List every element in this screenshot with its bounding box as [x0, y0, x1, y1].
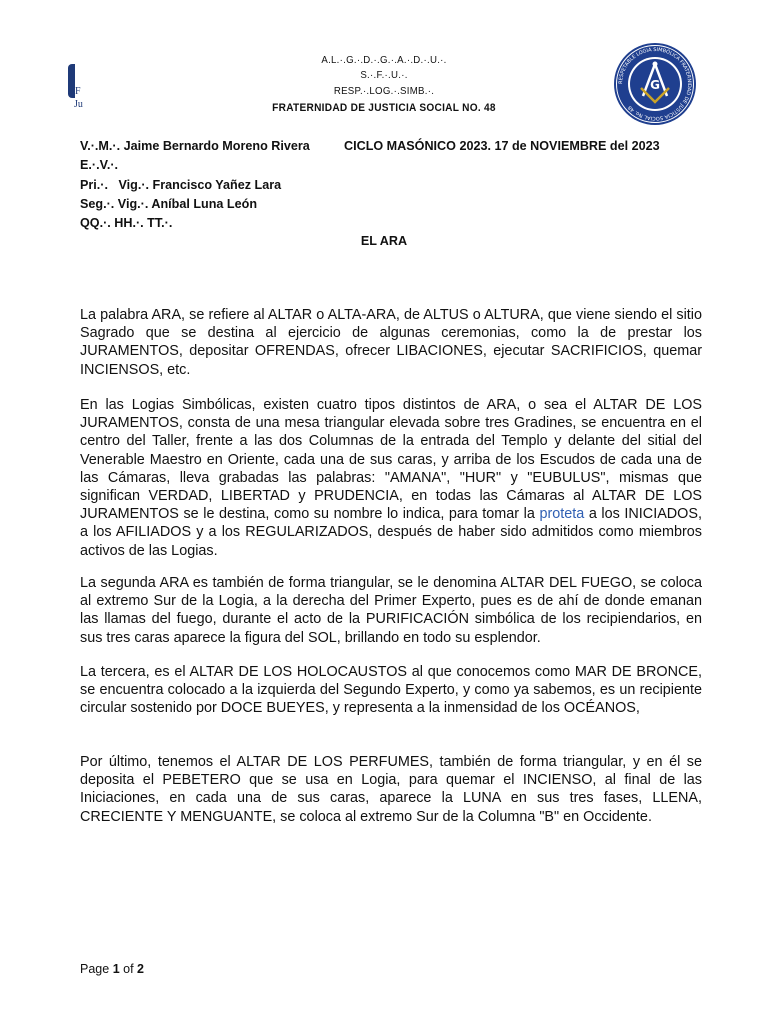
ev-line: E.·.V.·.: [80, 158, 119, 172]
paragraph-4: La tercera, es el ALTAR DE LOS HOLOCAUSTOS al que conocemos como MAR DE BRONCE, se encuentra colocado a la izquierda del Segundo Experto, y como ya sabemos, es un recipiente circular sostenido por DOCE BUEYES, y representa a la inmensidad de los OCÉANOS,: [80, 664, 702, 717]
page-current: 1: [112, 962, 120, 976]
masonic-cycle-date: CICLO MASÓNICO 2023. 17 de NOVIEMBRE del 2023: [344, 139, 660, 153]
venerable-master: V.·.M.·. Jaime Bernardo Moreno Rivera: [80, 139, 310, 153]
document-title: EL ARA: [360, 234, 408, 248]
paragraph-1: La palabra ARA, se refiere al ALTAR o ALTA-ARA, de ALTUS o ALTURA, que viene siendo el sitio Sagrado que se destina al ejercicio de algunas ceremonias, como la de prestar los JURAMENTOS, depositar OFRENDAS, ofrecer LIBACIONES, ejecutar SACRIFICIOS, quemar INCIENSOS, etc.: [80, 307, 702, 378]
paragraph-2: [80, 396, 702, 560]
lodge-seal: [613, 42, 697, 126]
page-word: Page: [80, 962, 110, 976]
seal-letter: G: [650, 78, 660, 92]
lodge-name: FRATERNIDAD DE JUSTICIA SOCIAL NO. 48: [272, 102, 496, 114]
page-number: [80, 962, 144, 976]
logo-letter-f: F: [75, 86, 81, 97]
header-line-3: RESP.·.LOG.·.SIMB.·.: [333, 85, 435, 97]
header-line-1: A.L.·.G.·.D.·.G.·.A.·.D.·.U.·.: [321, 54, 447, 66]
seal-ring-text: RESPETABLE LOGIA SIMBÓLICA FRATERNIDAD DE JUSTICIA SOCIAL No. 48: [617, 46, 693, 122]
of-word: of: [123, 962, 134, 976]
second-warden: Seg.·. Vig.·. Aníbal Luna León: [80, 197, 258, 211]
paragraph-3: La segunda ARA es también de forma triangular, se le denomina ALTAR DEL FUEGO, se coloca al extremo Sur de la Logia, a la derecha del Primer Experto, pues es de ahí de donde emanan las llamas del fuego, durante el acto de la PURIFICACIÓN simbólica de los recipiendarios, en sus tres caras aparece la figura del SOL, brillando en todo su esplendor.: [80, 575, 702, 646]
page-total: 2: [137, 962, 144, 976]
proteta-link[interactable]: proteta: [539, 506, 585, 523]
brethren-line: QQ.·. HH.·. TT.·.: [80, 216, 173, 230]
first-warden: Pri.·. Vig.·. Francisco Yañez Lara: [80, 178, 282, 192]
paragraph-2-text-a: En las Logias Simbólicas, existen cuatro tipos distintos de ARA, o sea el ALTAR DE LOS JURAMENTOS, consta de una mesa triangular elevada sobre tres Gradines, se encuentra en el centro del Taller, frente a las dos Columnas de la entrada del Templo y delante del sitial del Venerable Maestro en Oriente, cada una de sus caras, y arriba de los Escudos de cada una de las Cámaras, lleva grabadas las palabras: "AMANA", "HUR" y "EUBULUS", mismas que significan VERDAD, LIBERTAD y PRUDENCIA, en todas las Cámaras al ALTAR DE LOS JURAMENTOS se le destina, como su nombre lo indica, para tomar la: [80, 397, 702, 523]
logo-letters-ju: Ju: [74, 99, 83, 110]
paragraph-2-text-b: a los INICIADOS, a los AFILIADOS y a los REGULARIZADOS, después de haber sido admitidos como miembros activos de las Logias.: [80, 506, 702, 559]
header-line-2: S.·.F.·.U.·.: [360, 69, 408, 81]
paragraph-5: Por último, tenemos el ALTAR DE LOS PERFUMES, también de forma triangular, y en él se deposita el PEBETERO que se usa en Logia, para quemar el INCIENSO, al final de las Iniciaciones, en cada una de sus caras, aparece la LUNA en sus tres fases, LLENA, CRECIENTE Y MENGUANTE, se coloca al extremo Sur de la Columna "B" en Occidente.: [80, 754, 702, 825]
